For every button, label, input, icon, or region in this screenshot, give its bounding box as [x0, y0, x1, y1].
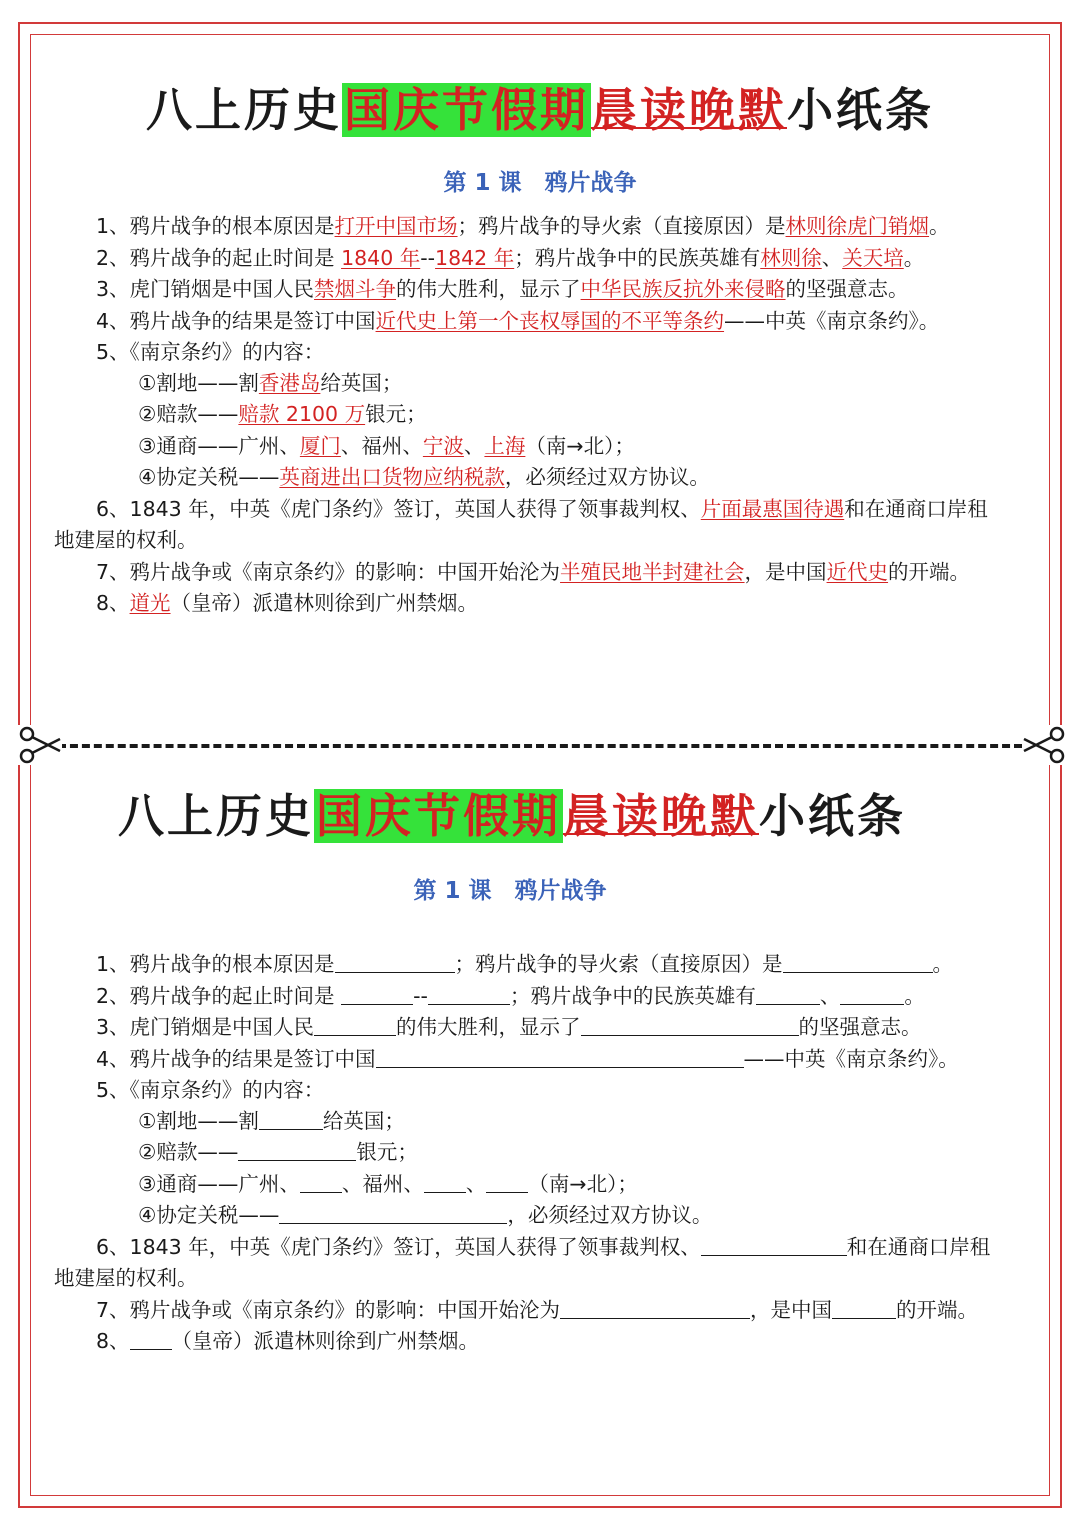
question-8: 8、道光（皇帝）派遣林则徐到广州禁烟。 — [96, 591, 479, 615]
answer: 中华民族反抗外来侵略 — [580, 277, 786, 301]
blank-field[interactable] — [300, 1172, 342, 1193]
answer: 厦门 — [299, 434, 341, 458]
question-1: 1、鸦片战争的根本原因是 ；鸦片战争的导火索（直接原因）是 。 — [96, 952, 954, 976]
question-5-2: ②赔款—— 银元； — [138, 1140, 418, 1164]
scissors-icon — [1022, 725, 1066, 765]
title-part-3: 晨读晚默 — [591, 83, 787, 137]
answer: 英商进出口货物应纳税款 — [279, 465, 505, 489]
blank-field[interactable] — [130, 1329, 172, 1350]
title-part-4: 小纸条 — [787, 83, 934, 137]
answer: 1840 年 — [341, 246, 421, 270]
question-1: 1、鸦片战争的根本原因是打开中国市场；鸦片战争的导火索（直接原因）是林则徐虎门销烟。 — [96, 214, 950, 238]
answer: 林则徐虎门销烟 — [785, 214, 930, 238]
question-8: 8、 （皇帝）派遣林则徐到广州禁烟。 — [96, 1329, 480, 1353]
answer: 近代史上第一个丧权辱国的不平等条约 — [375, 309, 725, 333]
title-part-2: 国庆节假期 — [344, 83, 589, 137]
question-5-3: ③通商——广州、厦门、福州、宁波、上海（南→北）； — [138, 434, 635, 458]
page-title — [2, 780, 1022, 846]
question-6-cont: 地建屋的权利。 — [54, 1266, 198, 1290]
question-4: 4、鸦片战争的结果是签订中国近代史上第一个丧权辱国的不平等条约——中英《南京条约》。 — [96, 309, 940, 333]
answer: 半殖民地半封建社会 — [560, 560, 745, 584]
question-5-2: ②赔款——赔款 2100 万银元； — [138, 402, 427, 426]
cut-line — [58, 744, 1022, 748]
question-5-3: ③通商——广州、 、福州、 、 （南→北）； — [138, 1172, 638, 1196]
answer: 打开中国市场 — [334, 214, 458, 238]
answer: 近代史 — [826, 560, 889, 584]
question-2: 2、鸦片战争的起止时间是 -- ；鸦片战争中的民族英雄有 、 。 — [96, 984, 925, 1008]
blank-field[interactable] — [783, 952, 933, 973]
blank-field[interactable] — [341, 984, 413, 1005]
lesson-subtitle: 第 1 课 鸦片战争 — [443, 170, 637, 196]
blank-field[interactable] — [259, 1109, 323, 1130]
question-5-4: ④协定关税——英商进出口货物应纳税款，必须经过双方协议。 — [138, 465, 710, 489]
page-title — [30, 74, 1050, 140]
question-3: 3、虎门销烟是中国人民 的伟大胜利，显示了 的坚强意志。 — [96, 1015, 922, 1039]
question-6: 6、1843 年，中英《虎门条约》签订，英国人获得了领事裁判权、 和在通商口岸租 — [96, 1235, 991, 1259]
question-2: 2、鸦片战争的起止时间是 1840 年--1842 年；鸦片战争中的民族英雄有林则徐、关天培。 — [96, 246, 925, 270]
answer-sheet — [30, 34, 1050, 714]
title-part-2: 国庆节假期 — [316, 789, 561, 843]
question-5-1: ①割地——割 给英国； — [138, 1109, 405, 1133]
blank-field[interactable] — [756, 984, 820, 1005]
blank-field[interactable] — [335, 952, 455, 973]
blank-field[interactable] — [832, 1298, 896, 1319]
answer: 香港岛 — [258, 371, 321, 395]
answer: 关天培 — [842, 246, 904, 270]
blank-field[interactable] — [486, 1172, 528, 1193]
answer: 宁波 — [422, 434, 464, 458]
title-part-1: 八上历史 — [118, 789, 314, 843]
answer: 禁烟斗争 — [314, 277, 397, 301]
answer: 林则徐 — [760, 246, 822, 270]
question-7: 7、鸦片战争或《南京条约》的影响：中国开始沦为 ，是中国 的开端。 — [96, 1298, 979, 1322]
answer: 赔款 2100 万 — [238, 402, 366, 426]
question-4: 4、鸦片战争的结果是签订中国 ——中英《南京条约》。 — [96, 1047, 959, 1071]
title-part-1: 八上历史 — [146, 83, 342, 137]
lesson-subtitle: 第 1 课 鸦片战争 — [413, 878, 607, 904]
blank-field[interactable] — [424, 1172, 466, 1193]
question-3: 3、虎门销烟是中国人民禁烟斗争的伟大胜利，显示了中华民族反抗外来侵略的坚强意志。 — [96, 277, 909, 301]
question-5-1: ①割地——割香港岛给英国； — [138, 371, 403, 395]
blank-field[interactable] — [279, 1203, 507, 1224]
blank-field[interactable] — [560, 1298, 750, 1319]
blank-field[interactable] — [238, 1140, 356, 1161]
blank-field[interactable] — [314, 1015, 396, 1036]
answer: 片面最惠国待遇 — [700, 497, 845, 521]
answer: 1842 年 — [435, 246, 515, 270]
blank-field[interactable] — [428, 984, 510, 1005]
blank-field[interactable] — [581, 1015, 799, 1036]
question-5: 5、《南京条约》的内容： — [96, 340, 325, 364]
title-part-4: 小纸条 — [759, 789, 906, 843]
answer: 上海 — [484, 434, 526, 458]
blank-field[interactable] — [701, 1235, 847, 1256]
question-5-4: ④协定关税—— ，必须经过双方协议。 — [138, 1203, 713, 1227]
blank-sheet — [30, 770, 1050, 1490]
question-6-cont: 地建屋的权利。 — [54, 528, 198, 552]
question-7: 7、鸦片战争或《南京条约》的影响：中国开始沦为半殖民地半封建社会，是中国近代史的开端。 — [96, 560, 971, 584]
blank-field[interactable] — [840, 984, 904, 1005]
question-6: 6、1843 年，中英《虎门条约》签订，英国人获得了领事裁判权、片面最惠国待遇和在通商口岸租 — [96, 497, 988, 521]
scissors-icon — [18, 725, 62, 765]
answer: 道光 — [129, 591, 171, 615]
blank-field[interactable] — [376, 1047, 744, 1068]
question-5: 5、《南京条约》的内容： — [96, 1078, 325, 1102]
title-part-3: 晨读晚默 — [563, 789, 759, 843]
